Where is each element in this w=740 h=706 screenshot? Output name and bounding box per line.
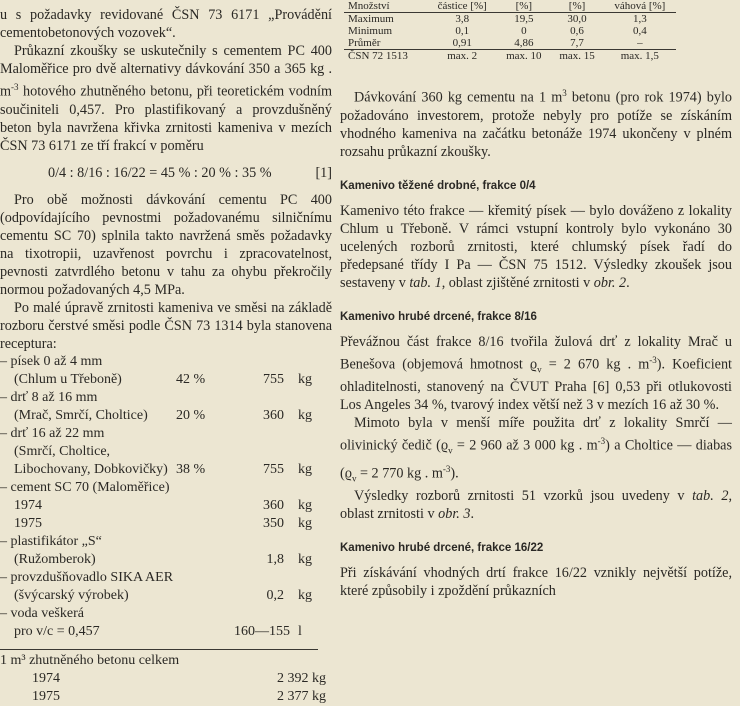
recipe-row [0, 371, 332, 389]
recipe-item-percent [176, 533, 234, 551]
recipe-row [0, 515, 332, 533]
paragraph-intro: u s požadavky revidované ČSN 73 6171 „Provádění cementobetonových vozovek“. [0, 7, 332, 41]
recipe-row [0, 443, 332, 461]
paragraph-dosage: Dávkování 360 kg cementu na 1 $m^3$ betonu (pro rok 1974) bylo požadováno investorem, protože nebyly pro potíže se získáním vhodného kameniva na začátku betonáže 1974 ukončeny v plném rozsahu průkazní zkoušky. [340, 88, 732, 160]
sum-title: 1 m³ zhutněného betonu celkem [0, 652, 180, 668]
recipe-item-name: 1974 [14, 497, 42, 513]
recipe-item-percent [176, 497, 234, 515]
recipe-item-unit [290, 389, 332, 407]
paragraph-results: Výsledky rozborů zrnitosti 51 vzorků jsou uvedeny v tab. 2, oblast zrnitosti v obr. 3. [340, 488, 732, 523]
recipe-item-percent [176, 479, 234, 497]
recipe-item-amount: 1,8 [266, 551, 284, 567]
recipe-item-amount: 755 [263, 461, 284, 477]
recipe-item-amount [234, 353, 290, 371]
recipe-item-name: – cement SC 70 (Maloměřice) [0, 479, 170, 495]
table-standard-row: ČSN 72 1513 max. 2 max. 10 max. 15 max. 1,5 [344, 50, 676, 63]
statistics-table [344, 0, 676, 62]
table-row: Maximum 3,8 19,5 30,0 1,3 [348, 13, 647, 25]
recipe-row [0, 587, 332, 605]
table-header-row: Množství částice [%] [%] [%] váhová [%] [344, 0, 676, 13]
paragraph-fraction-16-22: Při získávání vhodných drtí frakce 16/22 vznikly největší potíže, které způsobily i zpoždění průkazních [340, 565, 732, 600]
table-row: Minimum 0,1 0 0,6 0,4 [348, 25, 647, 37]
recipe-item-percent: 20 % [176, 407, 206, 423]
recipe-item-percent [176, 605, 234, 623]
section-heading-fraction-8-16: Kamenivo hrubé drcené, frakce 8/16 [340, 310, 537, 323]
recipe-item-unit [290, 605, 332, 623]
recipe-item-unit: kg [298, 515, 312, 531]
recipe-item-unit [290, 479, 332, 497]
right-column [340, 0, 732, 600]
recipe-item-amount [234, 479, 290, 497]
recipe-item-unit [290, 569, 332, 587]
recipe-item-name: – voda veškerá [0, 605, 84, 621]
recipe-row [0, 605, 332, 623]
recipe-item-amount [234, 533, 290, 551]
recipe-item-name: pro v/c = 0,457 [14, 623, 100, 639]
recipe-item-amount: 755 [263, 371, 284, 387]
recipe-item-unit [290, 353, 332, 371]
left-column [0, 0, 332, 706]
recipe-item-name: (Chlum u Třeboně) [14, 371, 122, 387]
formula-ratio [0, 164, 332, 182]
paragraph-tests: Průkazní zkoušky se uskutečnily s cementem PC 400 Maloměřice pro dvě alternativy dávkování 350 a 365 kg . $m^{-3}$ hotového zhutněného betonu, při teoretickém vodním součiniteli 0,457. Pro plastifikovaný a provzdušněný beton byla navržena křivka zrnitosti kameniva v mezích ČSN 73 6171 ze tří frakcí v poměru [0, 43, 332, 154]
section-heading-fraction-16-22: Kamenivo hrubé drcené, frakce 16/22 [340, 542, 544, 555]
recipe-item-amount [234, 443, 290, 461]
recipe-item-name: 1975 [14, 515, 42, 531]
recipe-item-unit [290, 443, 332, 461]
recipe-item-amount: 360 [263, 497, 284, 513]
recipe-item-name: (Ružomberok) [14, 551, 96, 567]
recipe-item-name: Libochovany, Dobkovičky) [14, 461, 168, 477]
recipe-item-unit: kg [298, 497, 312, 513]
recipe-item-name: – drť 8 až 16 mm [0, 389, 98, 405]
recipe-item-percent: 38 % [176, 461, 206, 477]
formula-text: 0/4 : 8/16 : 16/22 = 45 % : 20 % : 35 % [48, 164, 272, 181]
sum-title-row [0, 652, 332, 670]
recipe-row [0, 407, 332, 425]
recipe-item-percent [176, 515, 234, 533]
recipe-item-name: – provzdušňovadlo SIKA AER [0, 569, 174, 585]
recipe-item-percent [176, 569, 234, 587]
recipe-item-percent: 42 % [176, 371, 206, 387]
recipe-row [0, 353, 332, 371]
recipe-item-percent [176, 551, 234, 569]
sum-row-1974: 1974 2 392 kg [32, 670, 326, 686]
recipe-row [0, 569, 332, 587]
recipe-item-unit: kg [298, 587, 312, 603]
recipe-row [0, 551, 332, 569]
recipe-item-unit: kg [298, 371, 312, 387]
recipe-item-amount [234, 569, 290, 587]
formula-ref: [1] [315, 164, 332, 181]
recipe-list [0, 353, 332, 641]
recipe-item-amount [234, 389, 290, 407]
recipe-item-percent [176, 425, 234, 443]
sum-row-1975: 1975 2 377 kg [32, 688, 326, 704]
recipe-row [0, 533, 332, 551]
recipe-item-amount: 0,2 [266, 587, 284, 603]
table-row: Průměr 0,91 4,86 7,7 – [348, 37, 643, 49]
recipe-item-name: (Mrač, Smrčí, Choltice) [14, 407, 148, 423]
recipe-item-name: (Smrčí, Choltice, [14, 443, 111, 459]
recipe-item-percent [176, 587, 234, 605]
recipe-item-amount [234, 425, 290, 443]
recipe-item-unit [290, 425, 332, 443]
paragraph-fraction-8-16: Převážnou část frakce 8/16 tvořila žulová drť z lokality Mrač u Benešova (objemová hmotnost $ϱ_v = 2$ 670 kg . $m^{-3}$). Koeficient ohladitelnosti, stanovený na ČVUT Praha [6] 0,53 při otlukovosti Los Angeles 34 %, tvarový index větší než 3 v mezích 16 až 30 %. [340, 333, 732, 414]
recipe-row [0, 497, 332, 515]
recipe-item-percent [176, 443, 234, 461]
recipe-item-amount [234, 605, 290, 623]
recipe-item-percent [176, 389, 234, 407]
paragraph-mix: Pro obě možnosti dávkování cementu PC 400 (odpovídajícího pevnostmi požadovanému silničnímu cementu SC 70) splnila takto navržená směs požadavky na tixotropii, uzavřenost povrchu i zpracovatelnost, pevnosti zatvrdlého betonu v tahu za ohybu překročily normou požadovaných 4,5 MPa. [0, 191, 332, 298]
paragraph-fraction-0-4: Kamenivo této frakce — křemitý písek — bylo dováženo z lokality Chlum u Třeboně. V rámci vstupní kontroly bylo vykonáno 30 ucelených rozborů zrnitosti, které chlumský písek řadí do předepsané třídy I Pa — ČSN 75 1512. Výsledky zkoušek jsou sestaveny v tab. 1, oblast zjištěné zrnitosti v obr. 2. [340, 202, 732, 291]
recipe-row [0, 389, 332, 407]
divider [0, 649, 318, 650]
paragraph-recipe-intro: Po malé úpravě zrnitosti kameniva ve směsi na základě rozboru čerstvé směsi podle ČSN 73 1314 byla stanovena receptura: [0, 299, 332, 352]
recipe-item-percent [176, 353, 234, 371]
recipe-row [0, 461, 332, 479]
recipe-item-name: – drť 16 až 22 mm [0, 425, 105, 441]
recipe-item-name: – písek 0 až 4 mm [0, 353, 103, 369]
recipe-item-amount: 160—155 [234, 623, 290, 639]
recipe-item-unit: kg [298, 551, 312, 567]
recipe-item-unit: l [298, 623, 302, 639]
recipe-item-unit: kg [298, 407, 312, 423]
recipe-item-name: – plastifikátor „S“ [0, 533, 102, 549]
recipe-item-amount: 350 [263, 515, 284, 531]
paragraph-other-sources: Mimoto byla v menší míře použita drť z lokality Smrčí — olivinický čedič ($ϱ_v = 2$ 960 až 3 000 kg . $m^{-3}$) a Choltice — diabas ($ϱ_v = 2$ 770 kg . $m^{-3}$). [340, 415, 732, 484]
recipe-item-name: (švýcarský výrobek) [14, 587, 129, 603]
recipe-item-unit [290, 533, 332, 551]
recipe-item-percent [176, 623, 234, 641]
recipe-row [0, 623, 332, 641]
recipe-item-unit: kg [298, 461, 312, 477]
recipe-item-amount: 360 [263, 407, 284, 423]
recipe-row [0, 479, 332, 497]
section-heading-fraction-0-4: Kamenivo těžené drobné, frakce 0/4 [340, 179, 536, 192]
recipe-row [0, 425, 332, 443]
